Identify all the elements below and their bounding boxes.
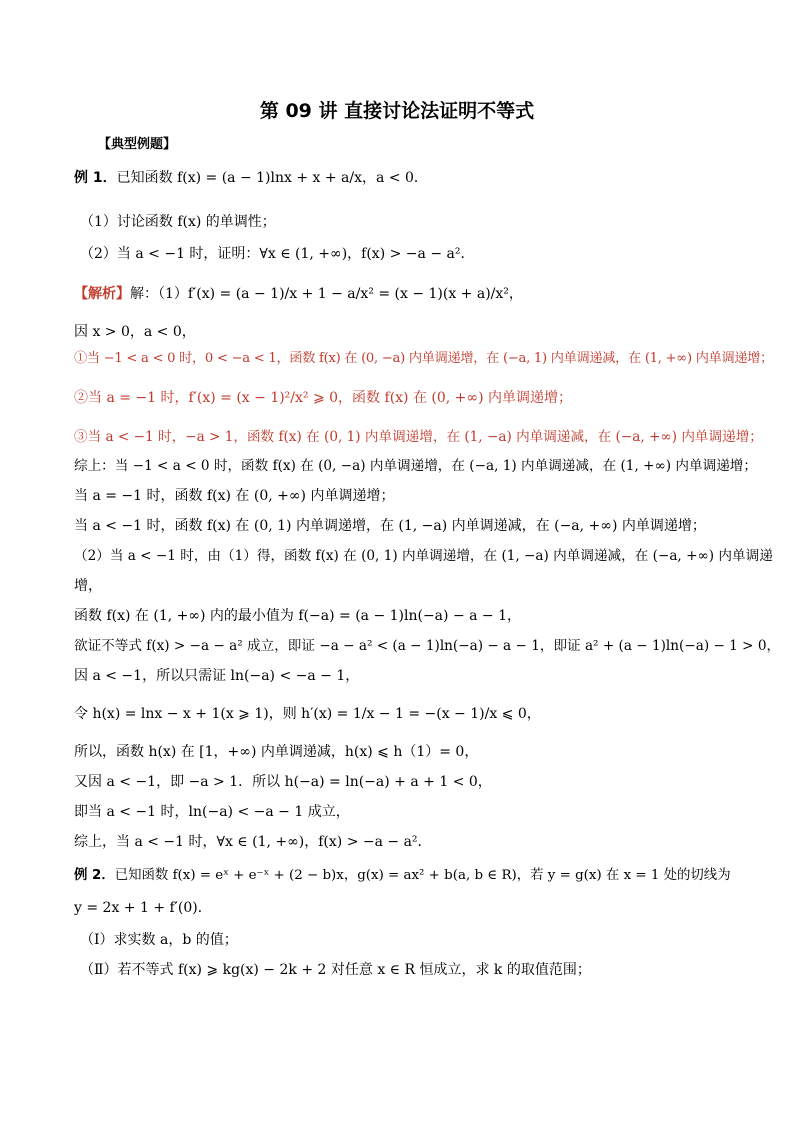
solution1-line-12: 因 a < −1，所以只需证 ln(−a) < −a − 1， [74, 668, 360, 684]
solution1-line-17: 综上，当 a < −1 时，∀x ∈ (1, +∞)，f(x) > −a − a²． [74, 834, 432, 850]
solution1-line-6: 当 a = −1 时，函数 f(x) 在 (0, +∞) 内单调递增； [74, 488, 395, 504]
solution1-line-15: 又因 a < −1，即 −a > 1．所以 h(−a) = ln(−a) + a + 1 < 0， [74, 774, 492, 790]
solution1-text-0: 解：（1）f′(x) = (a − 1)/x + 1 − a/x² = (x − 1)(x + a)/x²， [130, 286, 523, 302]
example1-question-2: （2）当 a < −1 时，证明：∀x ∈ (1, +∞)，f(x) > −a − a²． [80, 246, 475, 262]
example1-question-1: （1）讨论函数 f(x) 的单调性； [80, 214, 276, 230]
example1-statement [74, 168, 724, 188]
solution1-line-14: 所以，函数 h(x) 在 [1，+∞) 内单调递减，h(x) ⩽ h（1）= 0， [74, 744, 479, 760]
solution-tag: 【解析】 [74, 286, 130, 302]
example1-text: 已知函数 f(x) = (a − 1)lnx + x + a/x，a < 0． [116, 170, 428, 186]
page-title: 第 09 讲 直接讨论法证明不等式 [259, 100, 535, 122]
solution1-line-3: ②当 a = −1 时，f′(x) = (x − 1)²/x² ⩾ 0，函数 f(x) 在 (0, +∞) 内单调递增； [74, 390, 572, 406]
example2-question-2: （Ⅱ）若不等式 f(x) ⩾ kg(x) − 2k + 2 对任意 x ∈ R 恒成立，求 k 的取值范围； [80, 962, 591, 978]
solution1-line-1: 因 x > 0，a < 0， [74, 324, 196, 340]
example2-text-2: y = 2x + 1 + f′(0)． [74, 900, 212, 916]
example2-question-1: （Ⅰ）求实数 a，b 的值； [80, 932, 238, 948]
solution1-line-16: 即当 a < −1 时，ln(−a) < −a − 1 成立， [74, 804, 350, 820]
solution1-line-9: 增， [74, 578, 102, 594]
solution1-line-10: 函数 f(x) 在 (1, +∞) 内的最小值为 f(−a) = (a − 1)ln(−a) − a − 1， [74, 608, 522, 624]
example2-text-1: 已知函数 f(x) = eˣ + e⁻ˣ + (2 − b)x，g(x) = ax² + b(a, b ∈ R)，若 y = g(x) 在 x = 1 处的切线为 [114, 868, 731, 883]
solution1-line-0 [74, 284, 724, 304]
example1-label: 例 1． [74, 170, 117, 186]
solution1-line-11: 欲证不等式 f(x) > −a − a² 成立，即证 −a − a² < (a − 1)ln(−a) − a − 1，即证 a² + (a − 1)ln(−a) − 1 > 0， [74, 638, 781, 654]
example2-label: 例 2． [74, 868, 115, 883]
section-heading: 【典型例题】 [98, 137, 177, 152]
solution1-line-4: ③当 a < −1 时，−a > 1，函数 f(x) 在 (0, 1) 内单调递增，在 (1, −a) 内单调递减，在 (−a, +∞) 内单调递增； [74, 429, 763, 445]
solution1-line-5: 综上：当 −1 < a < 0 时，函数 f(x) 在 (0, −a) 内单调递增，在 (−a, 1) 内单调递减，在 (1, +∞) 内单调递增； [74, 458, 757, 474]
example2-statement [74, 866, 731, 886]
solution1-line-13: 令 h(x) = lnx − x + 1(x ⩾ 1)，则 h′(x) = 1/x − 1 = −(x − 1)/x ⩽ 0， [74, 706, 541, 722]
solution1-line-2: ①当 −1 < a < 0 时，0 < −a < 1，函数 f(x) 在 (0, −a) 内单调递增，在 (−a, 1) 内单调递减，在 (1, +∞) 内单调递增； [74, 351, 774, 366]
solution1-line-8: （2）当 a < −1 时，由（1）得，函数 f(x) 在 (0, 1) 内单调递增，在 (1, −a) 内单调递减，在 (−a, +∞) 内单调递 [74, 548, 773, 564]
solution1-line-7: 当 a < −1 时，函数 f(x) 在 (0, 1) 内单调递增，在 (1, −a) 内单调递减，在 (−a, +∞) 内单调递增； [74, 518, 706, 534]
